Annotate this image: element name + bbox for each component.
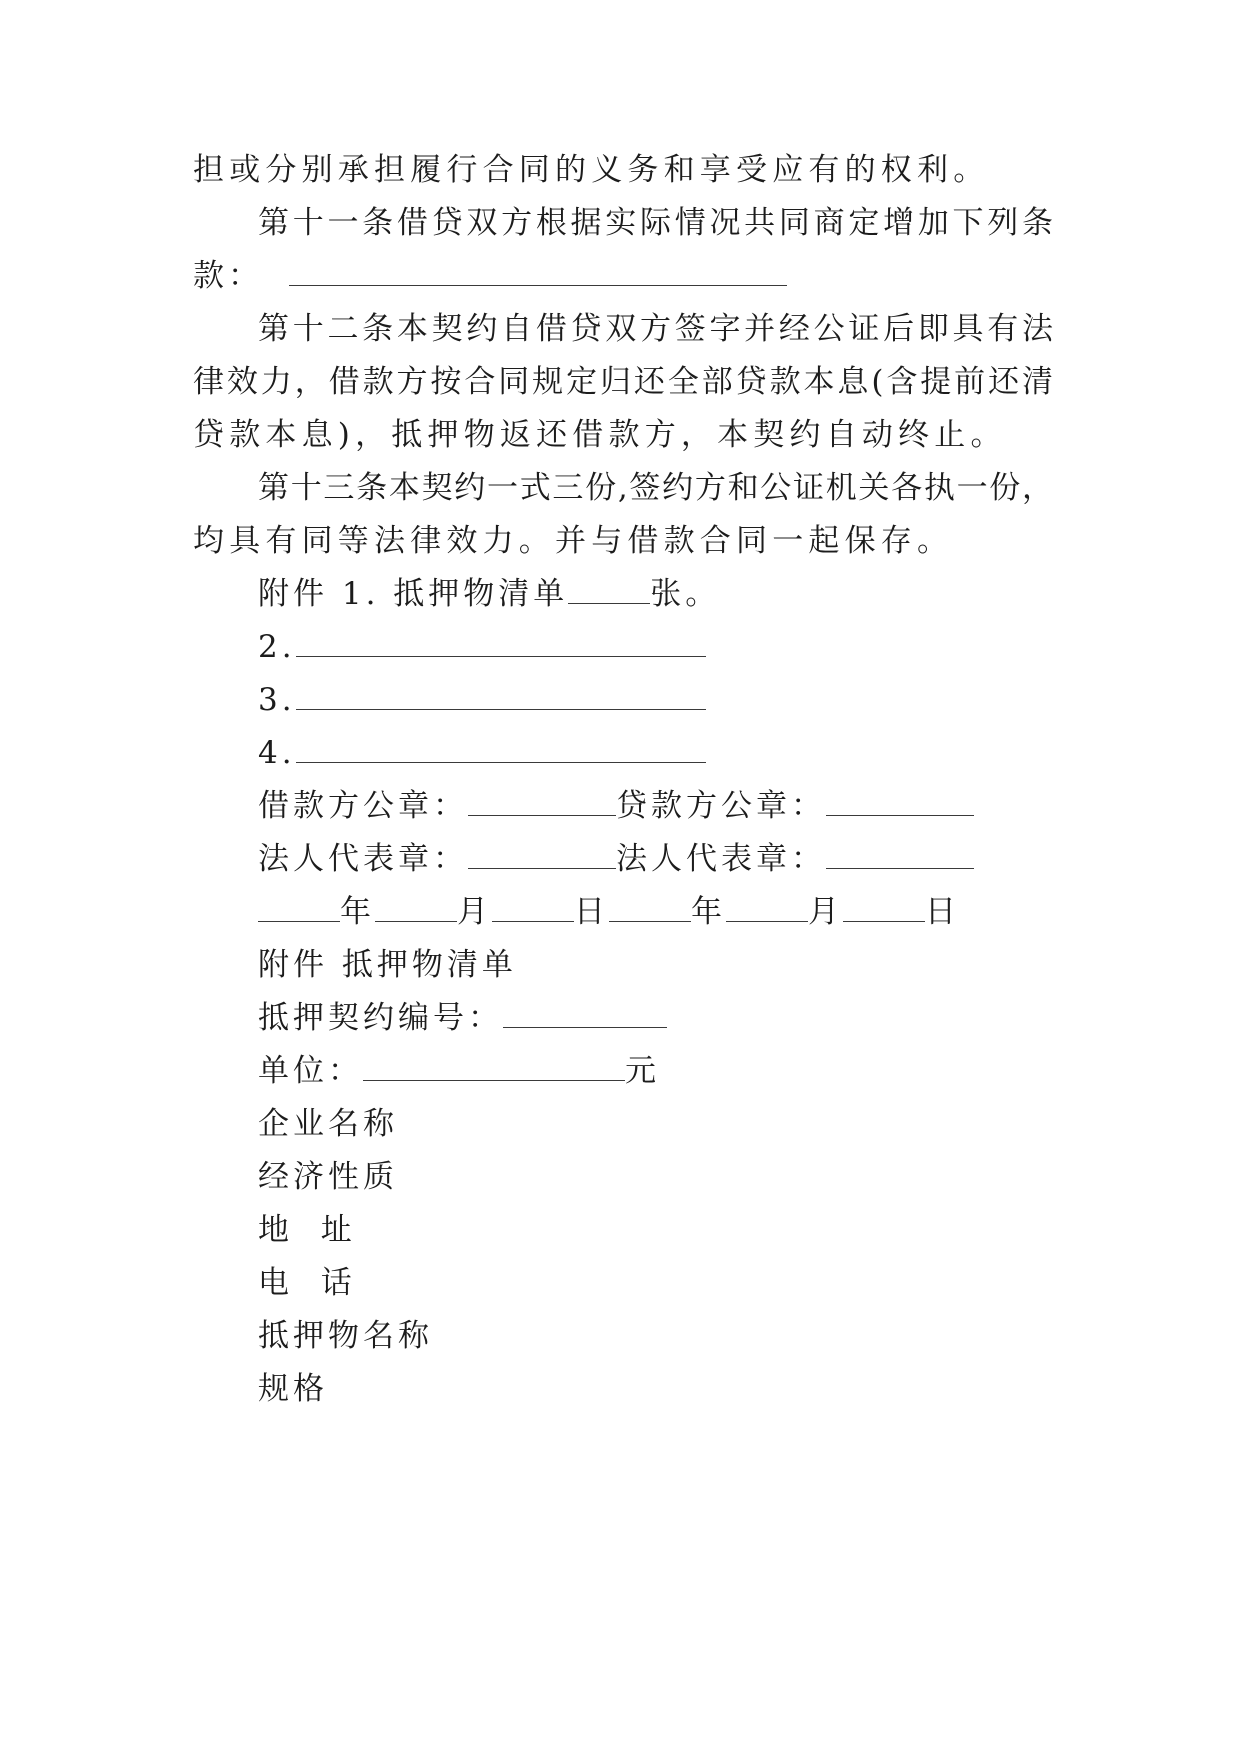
attachment-1-line <box>258 574 720 614</box>
text: 抵押物名称 <box>258 1318 433 1354</box>
text: 律效力，借款方按合同规定归还全部贷款本息(含提前还清 <box>193 364 1053 400</box>
suffix: 元 <box>625 1053 660 1089</box>
text: 均具有同等法律效力。并与借款合同一起保存。 <box>193 523 954 559</box>
fill-blank[interactable] <box>296 681 706 710</box>
label: 单位： <box>258 1053 363 1089</box>
fill-blank[interactable] <box>468 840 616 869</box>
text: 第十一条借贷双方根据实际情况共同商定增加下列条 <box>258 205 1053 241</box>
year-label: 年 <box>691 894 726 930</box>
fill-blank[interactable] <box>258 893 340 922</box>
seal-line <box>258 786 974 826</box>
text: 附件 抵押物清单 <box>258 947 517 983</box>
month-label: 月 <box>808 894 843 930</box>
contract-number-line <box>258 998 667 1038</box>
label: 附件 1. 抵押物清单 <box>258 576 569 612</box>
unit-line <box>258 1051 660 1091</box>
lender-rep-label: 法人代表章： <box>616 841 826 877</box>
fill-blank[interactable] <box>468 787 616 816</box>
field-label <box>258 1316 433 1356</box>
label: 款： <box>193 258 263 294</box>
field-label <box>258 1210 356 1250</box>
fill-blank[interactable] <box>289 257 787 286</box>
borrower-rep-label: 法人代表章： <box>258 841 468 877</box>
label: 2. <box>258 629 296 665</box>
text: 规格 <box>258 1371 328 1407</box>
field-label <box>258 1104 398 1144</box>
field-label <box>258 1157 398 1197</box>
text: 经济性质 <box>258 1159 398 1195</box>
fill-blank[interactable] <box>296 734 706 763</box>
fill-blank[interactable] <box>363 1052 625 1081</box>
legal-rep-line <box>258 839 974 879</box>
year-label: 年 <box>340 894 375 930</box>
borrower-seal-label: 借款方公章： <box>258 788 468 824</box>
fill-blank[interactable] <box>826 840 974 869</box>
text: 担或分别承担履行合同的义务和享受应有的权利。 <box>193 152 990 188</box>
field-label <box>258 1263 356 1303</box>
clause-13-line-2 <box>193 521 1053 561</box>
clause-11-line-1 <box>193 203 1053 243</box>
text: 第十二条本契约自借贷双方签字并经公证后即具有法 <box>258 311 1053 347</box>
day-label: 日 <box>925 894 960 930</box>
clause-12-line-1 <box>193 309 1053 349</box>
attachment-3-line <box>258 680 706 720</box>
attachment-2-line <box>258 627 706 667</box>
label: 4. <box>258 735 296 771</box>
clause-13-line-1 <box>193 468 1053 508</box>
fill-blank[interactable] <box>503 999 667 1028</box>
field-label <box>258 1369 328 1409</box>
text: 第十三条本契约一式三份,签约方和公证机关各执一份， <box>258 470 1053 506</box>
attachment-4-line <box>258 733 706 773</box>
suffix: 张。 <box>650 576 721 612</box>
text: 企业名称 <box>258 1106 398 1142</box>
clause-11-line-2 <box>193 256 787 296</box>
text: 电 话 <box>258 1265 356 1301</box>
clause-12-line-3 <box>193 415 1053 455</box>
month-label: 月 <box>457 894 492 930</box>
fill-blank[interactable] <box>609 893 691 922</box>
fill-blank[interactable] <box>492 893 574 922</box>
fill-blank[interactable] <box>843 893 925 922</box>
attachment-title <box>258 945 517 985</box>
fill-blank[interactable] <box>726 893 808 922</box>
fill-blank[interactable] <box>568 575 650 604</box>
day-label: 日 <box>574 894 609 930</box>
label: 3. <box>258 682 296 718</box>
fill-blank[interactable] <box>296 628 706 657</box>
paragraph-line <box>193 150 1053 190</box>
clause-12-line-2 <box>193 362 1053 402</box>
lender-seal-label: 贷款方公章： <box>616 788 826 824</box>
text: 地 址 <box>258 1212 356 1248</box>
fill-blank[interactable] <box>375 893 457 922</box>
fill-blank[interactable] <box>826 787 974 816</box>
date-line <box>258 892 960 932</box>
label: 抵押契约编号： <box>258 1000 503 1036</box>
text: 贷款本息)，抵押物返还借款方，本契约自动终止。 <box>193 417 1007 453</box>
